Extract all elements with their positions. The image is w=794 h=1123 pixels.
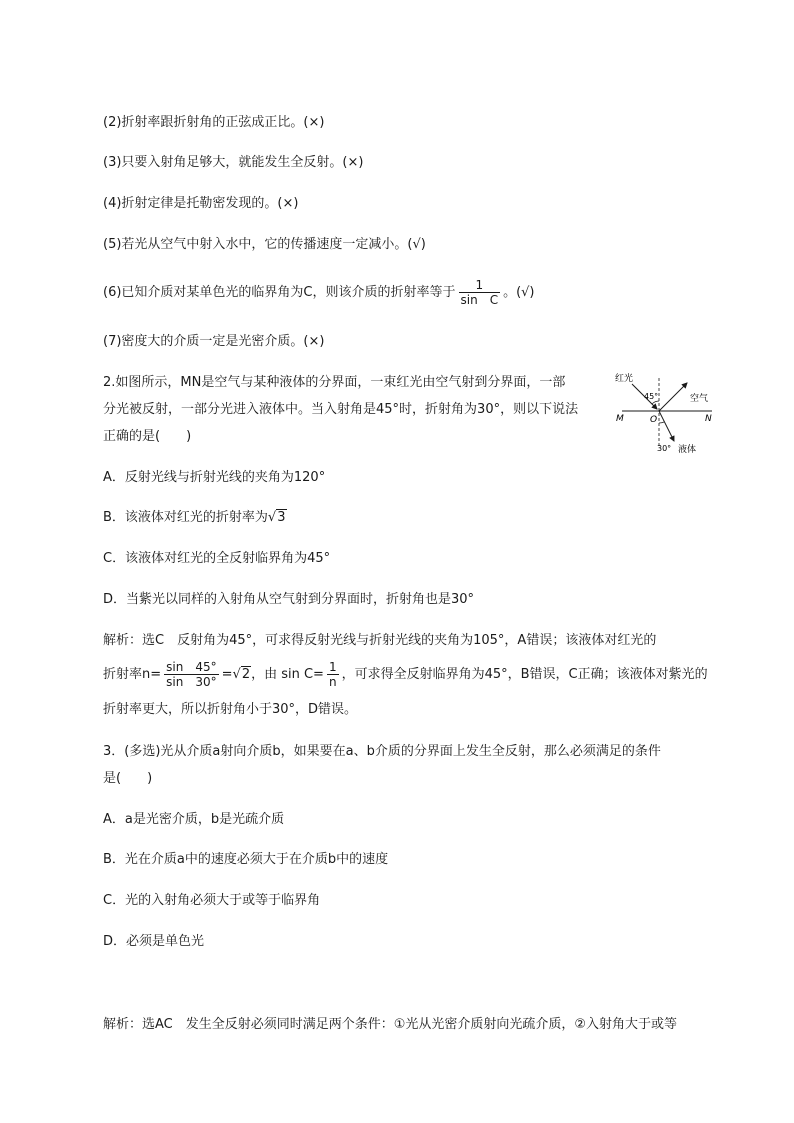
fraction-numerator: 1: [328, 660, 337, 674]
question-3-option-c: C．光的入射角必须大于或等于临界角: [103, 893, 321, 908]
fraction-numerator: 1: [459, 278, 501, 293]
fraction-denominator: sin C: [460, 293, 499, 307]
refraction-diagram: [612, 368, 722, 458]
reflected-ray: [659, 383, 687, 411]
fraction-sin45-over-sin30: [164, 660, 218, 689]
question-3-option-b: B．光在介质a中的速度必须大于在介质b中的速度: [103, 852, 389, 867]
question-3-line-2: 是( ): [103, 771, 153, 786]
label-n: N: [705, 414, 712, 424]
radicand: 2: [241, 667, 251, 682]
question-2-option-c: C．该液体对红光的全反射临界角为45°: [103, 551, 331, 566]
label-o: O: [650, 415, 658, 425]
question-2-analysis-line-3: 折射率更大，所以折射角小于30°，D错误。: [103, 702, 358, 717]
fraction-denominator: sin 30°: [166, 675, 217, 689]
analysis-text-a: 折射率n=: [103, 667, 162, 682]
sqrt-2: √2: [232, 667, 251, 682]
statement-6: [103, 278, 535, 307]
label-red-light: 红光: [615, 374, 634, 384]
question-2-line-1: 2.如图所示，MN是空气与某种液体的分界面，一束红光由空气射到分界面，一部: [103, 375, 566, 390]
angle-arc-45: [652, 401, 659, 404]
question-3-option-a: A．a是光密介质，b是光疏介质: [103, 812, 285, 827]
analysis-text-d: ，可求得全反射临界角为45°，B错误，C正确；该液体对紫光的: [341, 667, 708, 682]
question-2-analysis-line-1: 解析：选C 反射角为45°，可求得反射光线与折射光线的夹角为105°，A错误；该液体对红光的: [103, 633, 657, 648]
fraction-1-over-n: [327, 660, 339, 689]
question-3-analysis-line-1: 解析：选AC 发生全反射必须同时满足两个条件：①光从光密介质射向光疏介质，②入射角大于或等: [103, 1017, 678, 1032]
label-angle-45: 45°: [644, 392, 659, 401]
fraction-numerator: sin 45°: [166, 660, 217, 674]
label-liquid: 液体: [678, 445, 697, 455]
statement-7: (7)密度大的介质一定是光密介质。(×): [103, 334, 325, 349]
angle-arc-30: [659, 422, 664, 423]
statement-6-text: (6)已知介质对某单色光的临界角为C，则该介质的折射率等于: [103, 285, 456, 300]
label-m: M: [616, 414, 624, 424]
analysis-text-b: =: [221, 667, 233, 682]
analysis-text-c: ，由 sin C=: [251, 667, 324, 682]
question-2-line-3: 正确的是( ): [103, 429, 192, 444]
label-air: 空气: [690, 394, 709, 404]
question-2-option-d: D．当紫光以同样的入射角从空气射到分界面时，折射角也是30°: [103, 592, 475, 607]
question-2-option-b: [103, 508, 287, 528]
question-3-line-1: 3．(多选)光从介质a射向介质b，如果要在a、b介质的分界面上发生全反射，那么必须满足的条件: [103, 744, 661, 759]
statement-4: (4)折射定律是托勒密发现的。(×): [103, 196, 299, 211]
statement-6-answer: 。(√): [503, 285, 535, 300]
radicand: 3: [277, 510, 286, 525]
question-2-analysis-line-2: [103, 660, 708, 689]
statement-5: (5)若光从空气中射入水中，它的传播速度一定减小。(√): [103, 237, 426, 252]
fraction-1-over-sinC: [459, 278, 501, 307]
fraction-denominator: n: [328, 675, 337, 689]
question-2-option-a: A．反射光线与折射光线的夹角为120°: [103, 470, 326, 485]
question-3-option-d: D．必须是单色光: [103, 934, 205, 949]
question-2-line-2: 分光被反射，一部分光进入液体中。当入射角是45°时，折射角为30°，则以下说法: [103, 402, 579, 417]
sqrt-3: √3: [267, 510, 286, 525]
label-angle-30: 30°: [657, 444, 672, 453]
statement-3: (3)只要入射角足够大，就能发生全反射。(×): [103, 155, 364, 170]
option-b-text: B．该液体对红光的折射率为: [103, 510, 268, 525]
refracted-ray: [659, 411, 674, 441]
statement-2: (2)折射率跟折射角的正弦成正比。(×): [103, 115, 325, 130]
